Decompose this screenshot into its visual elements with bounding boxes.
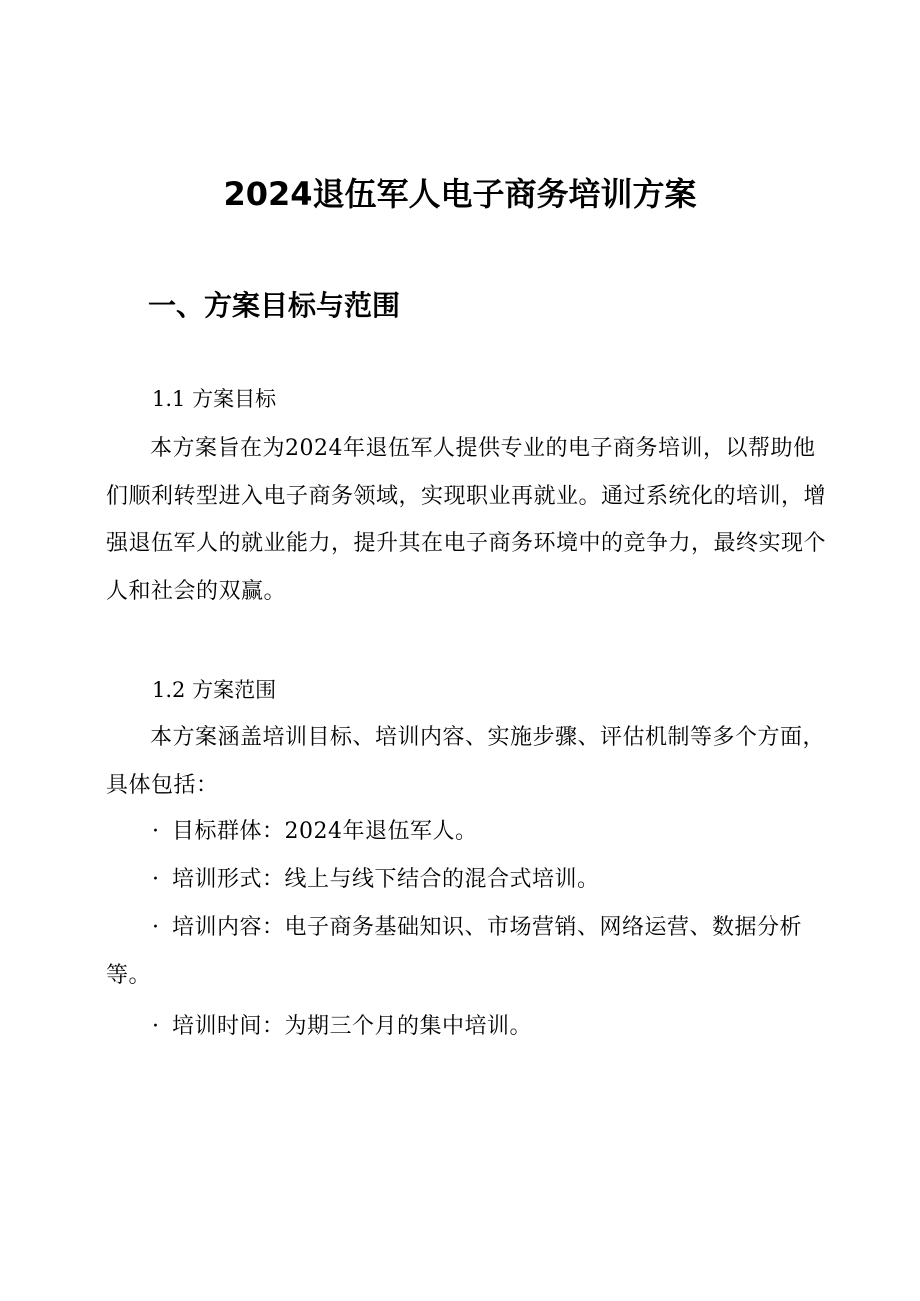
list-item-training-duration [152, 1003, 827, 1051]
subsection-heading-scope: 1.2 方案范围 [152, 678, 277, 702]
goals-paragraph: 本方案旨在为2024年退伍军人提供专业的电子商务培训，以帮助他们顺利转型进入电子商务领域，实现职业再就业。通过系统化的培训，增强退伍军人的就业能力，提升其在电子商务环境中的竞争力，最终实现个人和社会的双赢。 [106, 436, 827, 604]
document-title: 2024退伍军人电子商务培训方案 [223, 175, 697, 213]
list-item-target-group [152, 808, 827, 856]
subsection-heading-goals: 1.1 方案目标 [152, 387, 277, 411]
list-item-text: 培训形式：线上与线下结合的混合式培训。 [172, 867, 600, 892]
scope-paragraph: 本方案涵盖培训目标、培训内容、实施步骤、评估机制等多个方面，具体包括： [106, 725, 826, 798]
bullet-marker: · [152, 819, 160, 844]
list-item-training-content [106, 904, 827, 999]
list-item-text: 培训时间：为期三个月的集中培训。 [172, 1014, 533, 1039]
bullet-marker: · [152, 915, 160, 940]
bullet-marker: · [152, 1014, 160, 1039]
list-item-text: 目标群体：2024年退伍军人。 [172, 819, 478, 844]
list-item-training-format [152, 856, 827, 904]
list-item-text: 培训内容：电子商务基础知识、市场营销、网络运营、数据分析 [172, 915, 803, 940]
list-item-text-continuation: 等。 [106, 962, 152, 988]
bullet-marker: · [152, 867, 160, 892]
section-heading-goals-scope: 一、方案目标与范围 [148, 289, 401, 322]
